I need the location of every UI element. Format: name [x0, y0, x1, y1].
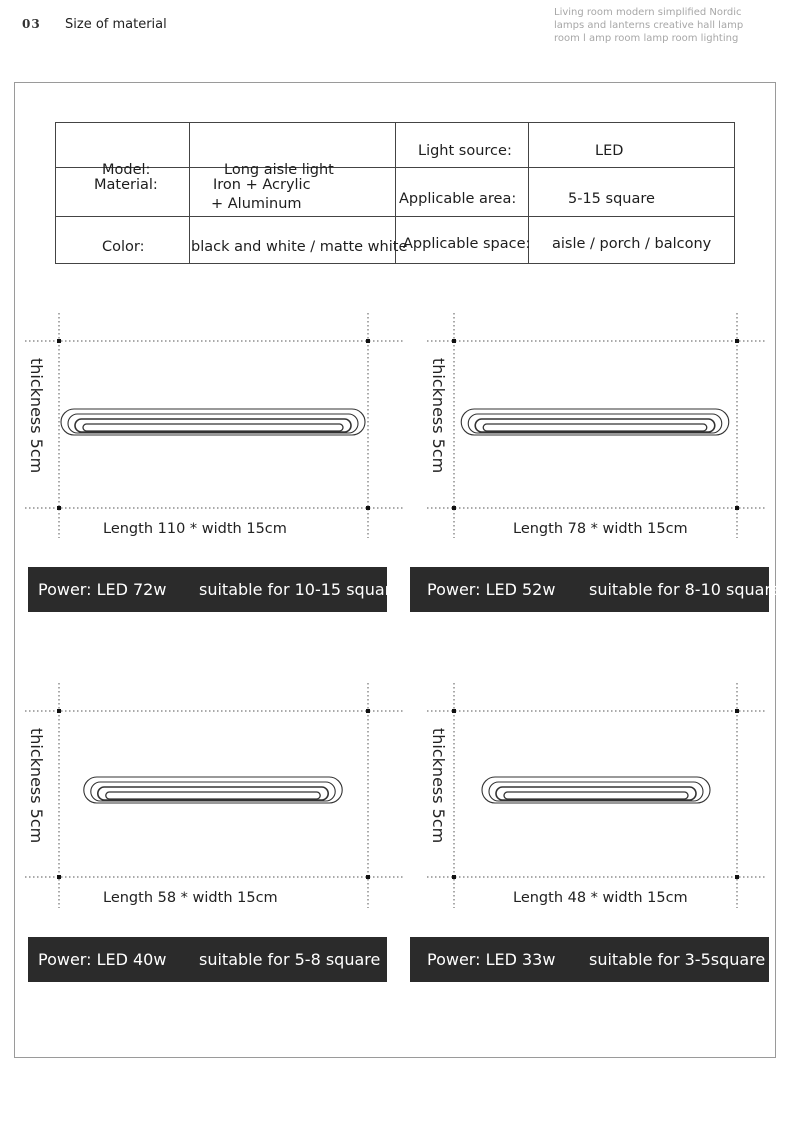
- section-title: Size of material: [65, 17, 167, 32]
- lamp-icon: [427, 313, 767, 538]
- color-value: black and white / matte white: [191, 239, 408, 255]
- space-label: Applicable space:: [403, 236, 531, 252]
- suitable-label: suitable for 3-5square: [589, 950, 766, 969]
- section-number: 03: [22, 17, 41, 31]
- dimension-label: Length 58 * width 15cm: [103, 890, 278, 906]
- power-label: Power: LED 33w: [427, 950, 556, 969]
- light-source-label: Light source:: [418, 143, 512, 159]
- lamp-icon: [427, 683, 767, 908]
- dimension-label: Length 78 * width 15cm: [513, 521, 688, 537]
- area-label: Applicable area:: [399, 191, 517, 207]
- lamp-icon: [25, 683, 405, 908]
- power-bar: [410, 937, 769, 982]
- power-label: Power: LED 72w: [38, 580, 167, 599]
- header-note: Living room modern simplified Nordic lamps and lanterns creative hall lamp room l amp room lamp room lighting: [554, 7, 744, 44]
- power-label: Power: LED 40w: [38, 950, 167, 969]
- power-bar: [28, 567, 401, 612]
- thickness-label: thickness 5cm: [27, 728, 46, 844]
- thickness-label: thickness 5cm: [27, 358, 46, 474]
- power-bar: [28, 937, 387, 982]
- material-label: Material:: [94, 177, 158, 193]
- suitable-label: suitable for 8-10 square: [589, 580, 781, 599]
- thickness-label: thickness 5cm: [429, 358, 448, 474]
- lamp-diagram-3: [25, 683, 405, 908]
- spec-table: [55, 122, 735, 264]
- material-value-1: Iron + Acrylic: [213, 177, 311, 193]
- lamp-diagram-2: [427, 313, 767, 538]
- lamp-diagram-1: [25, 313, 405, 538]
- model-label: Model:: [102, 162, 151, 178]
- thickness-label: thickness 5cm: [429, 728, 448, 844]
- power-label: Power: LED 52w: [427, 580, 556, 599]
- model-value: Long aisle light: [224, 162, 334, 178]
- color-label: Color:: [102, 239, 145, 255]
- lamp-diagram-4: [427, 683, 767, 908]
- lamp-icon: [25, 313, 405, 538]
- power-bar: [410, 567, 781, 612]
- dimension-label: Length 48 * width 15cm: [513, 890, 688, 906]
- dimension-label: Length 110 * width 15cm: [103, 521, 287, 537]
- suitable-label: suitable for 10-15 square: [199, 580, 401, 599]
- material-value-2: + Aluminum: [211, 196, 302, 212]
- suitable-label: suitable for 5-8 square: [199, 950, 381, 969]
- area-value: 5-15 square: [568, 191, 655, 207]
- light-source-value: LED: [595, 143, 624, 159]
- space-value: aisle / porch / balcony: [552, 236, 712, 252]
